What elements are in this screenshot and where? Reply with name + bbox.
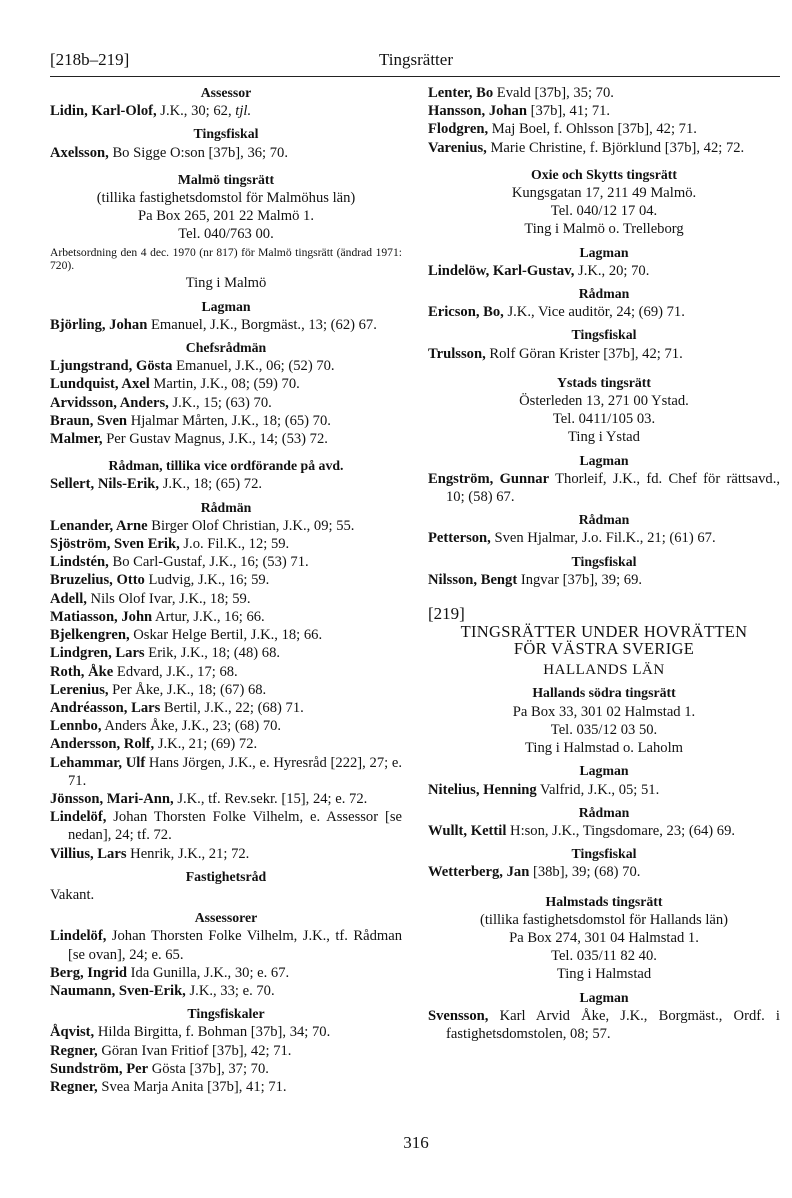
court-address: Pa Box 274, 301 04 Halmstad 1. xyxy=(509,929,699,946)
court-phone: Tel. 040/763 00. xyxy=(178,226,274,243)
entry: Flodgren, Maj Boel, f. Ohlsson [37b], 42; 71. xyxy=(428,121,697,138)
entry: Engström, Gunnar Thorleif, J.K., fd. Chef för rättsavd., 10; (58) 67. xyxy=(428,470,781,506)
heading-lagman: Lagman xyxy=(201,298,251,314)
heading-tingsfiskaler: Tingsfiskaler xyxy=(187,1006,265,1022)
heading-chefsradman: Chefsrådmän xyxy=(185,340,267,356)
entry: Trulsson, Rolf Göran Krister [37b], 42; 71. xyxy=(428,345,683,362)
entry-name: Axelsson, xyxy=(50,144,109,161)
entry: Lenander, Arne Birger Olof Christian, J.K., 09; 55. xyxy=(50,517,355,534)
heading-tingsfiskal: Tingsfiskal xyxy=(571,846,637,862)
section-title-line1: TINGSRÄTTER UNDER HOVRÄTTEN xyxy=(460,622,748,642)
right-column xyxy=(428,84,780,1043)
heading-tingsfiskal: Tingsfiskal xyxy=(193,126,259,142)
court-address: Pa Box 265, 201 22 Malmö 1. xyxy=(138,208,314,225)
ting-location: Ting i Malmö xyxy=(185,275,267,292)
ting-location: Ting i Malmö o. Trelleborg xyxy=(524,221,684,238)
entry: Jönsson, Mari-Ann, J.K., tf. Rev.sekr. [15], 24; e. 72. xyxy=(50,790,368,807)
heading-radman: Rådman xyxy=(578,804,630,820)
ting-location: Ting i Halmstad o. Laholm xyxy=(525,740,683,757)
assessorer-list xyxy=(50,927,402,1000)
page-number: 316 xyxy=(403,1133,429,1152)
court-phone: Tel. 035/12 03 50. xyxy=(550,721,658,738)
entry: Lindstén, Bo Carl-Gustaf, J.K., 16; (53) 71. xyxy=(50,554,309,571)
entry: Nilsson, Bengt Ingvar [37b], 39; 69. xyxy=(428,571,643,588)
entry: Ljungstrand, Gösta Emanuel, J.K., 06; (52) 70. xyxy=(50,358,335,375)
entry: Berg, Ingrid Ida Gunilla, J.K., 30; e. 67. xyxy=(50,964,290,981)
heading-lagman: Lagman xyxy=(579,452,629,468)
entry: Naumann, Sven-Erik, J.K., 33; e. 70. xyxy=(50,982,275,999)
heading-radman: Rådman xyxy=(578,286,630,302)
entry: Matiasson, John Artur, J.K., 16; 66. xyxy=(50,608,265,625)
heading-assessor: Assessor xyxy=(200,85,252,100)
entry: Arvidsson, Anders, J.K., 15; (63) 70. xyxy=(50,394,272,411)
heading-radman-vice: Rådman, tillika vice ordförande på avd. xyxy=(108,458,344,474)
court-phone: Tel. 035/11 82 40. xyxy=(551,948,657,965)
entry: Andersson, Rolf, J.K., 21; (69) 72. xyxy=(50,736,258,753)
entry: Braun, Sven Hjalmar Mårten, J.K., 18; (65) 70. xyxy=(50,412,331,429)
entry-name: Lidin, Karl-Olof, xyxy=(50,103,157,120)
entry-name: Björling, Johan xyxy=(50,316,148,333)
heading-tingsfiskal: Tingsfiskal xyxy=(571,327,637,343)
entry: Bruzelius, Otto Ludvig, J.K., 16; 59. xyxy=(50,572,270,589)
entry: Bjelkengren, Oskar Helge Bertil, J.K., 18; 66. xyxy=(50,627,323,644)
entry: Andréasson, Lars Bertil, J.K., 22; (68) 71. xyxy=(50,699,304,716)
heading-lagman: Lagman xyxy=(579,989,629,1005)
entry: Regner, Svea Marja Anita [37b], 41; 71. xyxy=(50,1078,287,1095)
section-title-line2: FÖR VÄSTRA SVERIGE xyxy=(513,639,695,659)
entry: Lehammar, Ulf Hans Jörgen, J.K., e. Hyresråd [222], 27; e. 71. xyxy=(50,754,403,789)
page-title: Tingsrätter xyxy=(379,50,453,69)
county-heading: HALLANDS LÄN xyxy=(543,662,665,679)
court-address: Österleden 13, 271 00 Ystad. xyxy=(519,393,689,410)
court-name: Halmstads tingsrätt xyxy=(545,893,663,909)
entry: Lindelöf, Johan Thorsten Folke Vilhelm, e. Assessor [se nedan], 24; tf. 72. xyxy=(50,809,402,844)
ting-location: Ting i Ystad xyxy=(568,429,640,446)
entry: Åqvist, Hilda Birgitta, f. Bohman [37b], 34; 70. xyxy=(50,1024,331,1041)
entry: Sjöström, Sven Erik, J.o. Fil.K., 12; 59. xyxy=(50,536,290,553)
section-number: [219] xyxy=(428,604,465,624)
entry: Axelsson, Bo Sigge O:son [37b], 36; 70. xyxy=(50,144,288,161)
entry: Villius, Lars Henrik, J.K., 21; 72. xyxy=(50,845,250,862)
entry: Lidin, Karl-Olof, J.K., 30; 62, tjl. xyxy=(50,103,252,120)
entry: Lundquist, Axel Martin, J.K., 08; (59) 70. xyxy=(50,376,300,393)
court-phone: Tel. 040/12 17 04. xyxy=(550,203,658,220)
tingsfiskaler-list xyxy=(50,1023,402,1096)
entry: Lerenius, Per Åke, J.K., 18; (67) 68. xyxy=(50,681,267,698)
court-note: (tillika fastighetsdomstol för Hallands län) xyxy=(479,911,729,928)
entry: Regner, Göran Ivan Fritiof [37b], 42; 71. xyxy=(50,1042,292,1059)
court-address: Pa Box 33, 301 02 Halmstad 1. xyxy=(512,703,696,720)
entry: Lindelöf, Johan Thorsten Folke Vilhelm, J.K., tf. Rådman [se ovan], 24; e. 65. xyxy=(50,928,402,963)
entry: Björling, Johan Emanuel, J.K., Borgmäst., 13; (62) 67. xyxy=(50,316,377,333)
court-name: Malmö tingsrätt xyxy=(177,171,275,187)
entry: Lindelöw, Karl-Gustav, J.K., 20; 70. xyxy=(428,262,650,279)
entry: Petterson, Sven Hjalmar, J.o. Fil.K., 21; (61) 67. xyxy=(428,530,716,547)
entry: Svensson, Karl Arvid Åke, J.K., Borgmäst., Ordf. i fastighetsdomstolen, 08; 57. xyxy=(428,1007,780,1042)
entry: Nitelius, Henning Valfrid, J.K., 05; 51. xyxy=(428,781,660,798)
heading-lagman: Lagman xyxy=(579,244,629,260)
entry: Roth, Åke Edvard, J.K., 17; 68. xyxy=(50,663,238,680)
entry: Adell, Nils Olof Ivar, J.K., 18; 59. xyxy=(50,590,251,607)
entry: Sellert, Nils-Erik, J.K., 18; (65) 72. xyxy=(50,476,263,493)
court-name: Oxie och Skytts tingsrätt xyxy=(530,166,677,182)
entry: Lenter, Bo Evald [37b], 35; 70. xyxy=(428,85,614,101)
heading-fastighetsrad: Fastighetsråd xyxy=(185,868,267,884)
ting-location: Ting i Halmstad xyxy=(556,966,652,983)
court-name: Ystads tingsrätt xyxy=(557,374,651,390)
radman-list xyxy=(50,517,402,863)
heading-radman: Rådmän xyxy=(200,499,252,515)
header-rule xyxy=(50,76,780,77)
court-phone: Tel. 0411/105 03. xyxy=(552,411,656,428)
ordinance-note: Arbetsordning den 4 dec. 1970 (nr 817) för Malmö tingsrätt (ändrad 1971: 720). xyxy=(50,245,402,273)
entry: Varenius, Marie Christine, f. Björklund [37b], 42; 72. xyxy=(428,139,745,156)
court-name: Hallands södra tingsrätt xyxy=(532,685,676,701)
continued-list xyxy=(428,84,780,157)
fastighetsrad-value: Vakant. xyxy=(50,886,95,903)
left-column xyxy=(50,84,402,1096)
heading-radman: Rådman xyxy=(578,512,630,528)
entry: Wetterberg, Jan [38b], 39; (68) 70. xyxy=(428,864,641,881)
entry: Ericson, Bo, J.K., Vice auditör, 24; (69) 71. xyxy=(428,304,685,321)
court-address: Kungsgatan 17, 211 49 Malmö. xyxy=(511,185,697,202)
entry: Hansson, Johan [37b], 41; 71. xyxy=(428,103,611,120)
heading-assessorer: Assessorer xyxy=(194,910,258,926)
entry: Malmer, Per Gustav Magnus, J.K., 14; (53) 72. xyxy=(50,431,328,448)
heading-lagman: Lagman xyxy=(579,763,629,779)
entry: Lindgren, Lars Erik, J.K., 18; (48) 68. xyxy=(50,645,281,662)
entry: Sundström, Per Gösta [37b], 37; 70. xyxy=(50,1060,269,1077)
chefsradman-list xyxy=(50,357,402,448)
entry: Lennbo, Anders Åke, J.K., 23; (68) 70. xyxy=(50,718,282,735)
entry: Wullt, Kettil H:son, J.K., Tingsdomare, 23; (64) 69. xyxy=(428,822,736,839)
section-reference: [218b–219] xyxy=(50,50,130,69)
heading-tingsfiskal: Tingsfiskal xyxy=(571,553,637,569)
court-note: (tillika fastighetsdomstol för Malmöhus län) xyxy=(96,190,356,207)
